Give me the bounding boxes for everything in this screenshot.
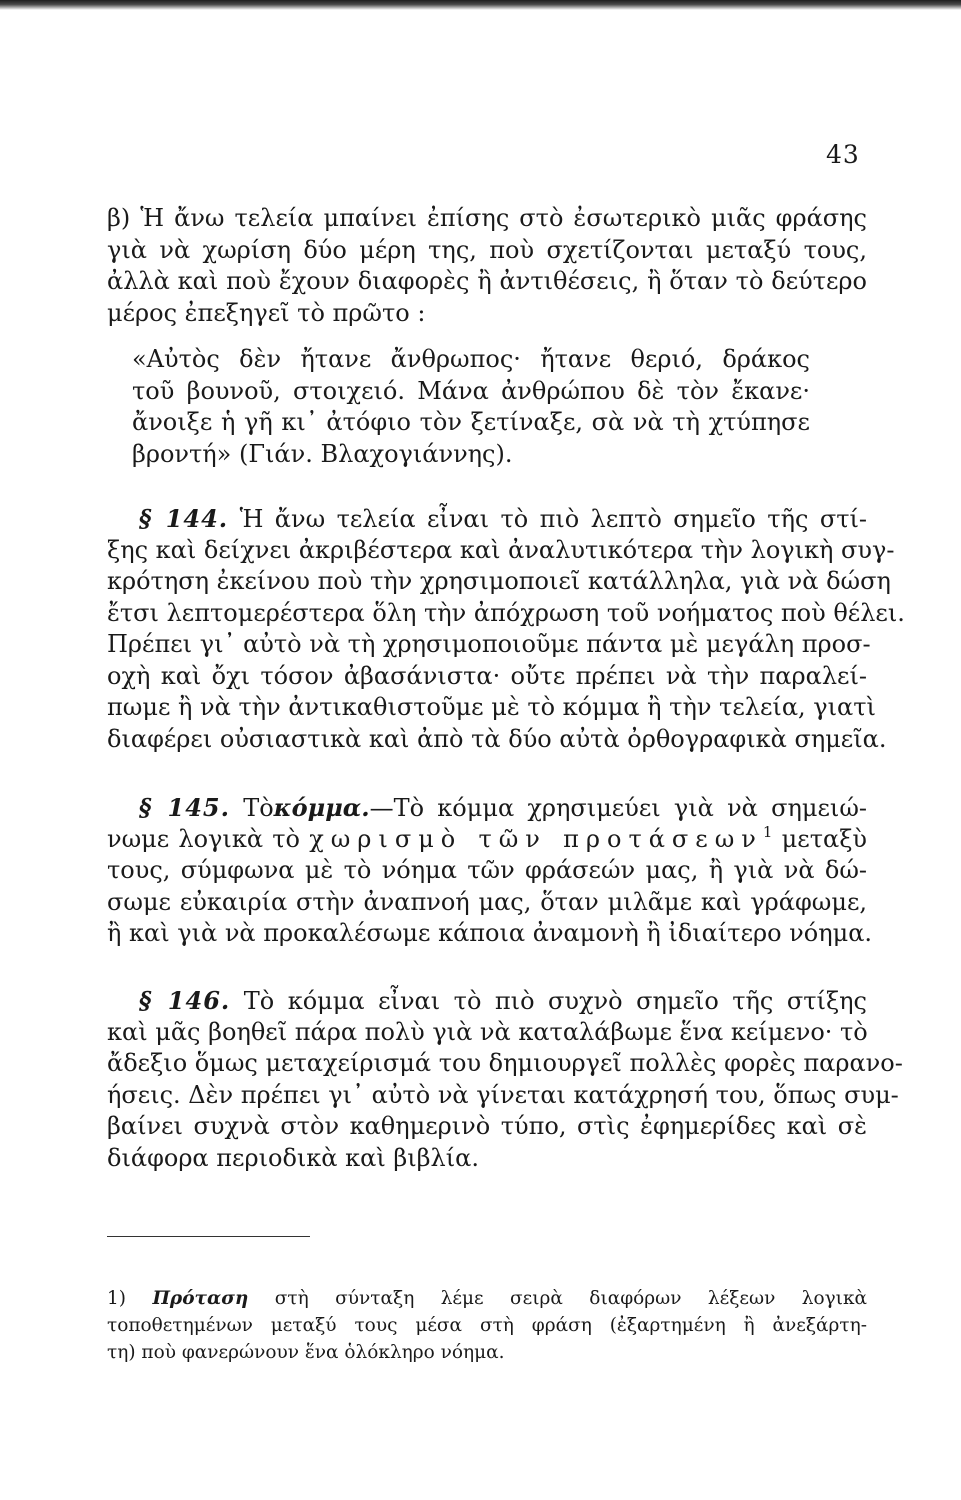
text-line: σωμε εὐκαιρία στὴν ἀναπνοή μας, ὅταν μιλᾶμε καὶ γράφωμε, — [107, 887, 867, 916]
footnote-reference: 1 — [762, 822, 773, 841]
paragraph-beta — [107, 203, 867, 329]
quote-line: «Αὐτὸς δὲν ἤτανε ἄνθρωπος· ἤτανε θεριό, δράκος — [132, 345, 810, 373]
text-line: ἀλλὰ καὶ ποὺ ἔχουν διαφορὲς ἢ ἀντιθέσεις, ἢ ὅταν τὸ δεύτερο — [107, 267, 867, 295]
section-lead: Τὸ — [243, 794, 274, 822]
quote-line: βροντή» (Γιάν. Βλαχογιάννης). — [132, 439, 513, 468]
line-start: νωμε λογικὰ τὸ — [107, 824, 300, 853]
footnote-text: στὴ σύνταξη λέμε σειρὰ διαφόρων λέξεων λογικὰ — [274, 1288, 867, 1309]
footnote-line — [107, 1285, 867, 1312]
text-line: ἢ καὶ γιὰ νὰ προκαλέσωμε κάποια ἀναμονὴ ἢ ἰδιαίτερο νόημα. — [107, 919, 873, 947]
line-end: μεταξὺ — [781, 824, 867, 853]
text-line: ήσεις. Δὲν πρέπει γι᾽ αὐτὸ νὰ γίνεται κατάχρησή του, ὅπως συμ- — [107, 1080, 899, 1109]
section-number: § 146. — [139, 986, 231, 1015]
text-line: Πρέπει γι᾽ αὐτὸ νὰ τὴ χρησιμοποιοῦμε πάντα μὲ μεγάλη προσ- — [107, 630, 871, 658]
text-line: β) Ἡ ἄνω τελεία μπαίνει ἐπίσης στὸ ἐσωτερικὸ μιᾶς φράσης — [107, 204, 867, 232]
page-top-edge — [0, 0, 961, 10]
text-line — [107, 503, 867, 535]
section-term: κόμμα. — [273, 793, 370, 822]
quotation-block — [132, 344, 810, 470]
section-number: § 144. — [139, 504, 229, 533]
spaced-emphasis: χωρισμὸ τῶν προτάσεων — [309, 824, 763, 853]
text-line: ἄδεξιο ὅμως μεταχείρισμά του δημιουργεῖ πολλὲς φορὲς παρανο- — [107, 1049, 903, 1077]
paragraph-144 — [107, 503, 905, 755]
paragraph-145 — [107, 792, 873, 950]
text-line: τους, σύμφωνα μὲ τὸ νόημα τῶν φράσεών μας, ἢ γιὰ νὰ δώ- — [107, 856, 867, 884]
footnote-separator — [107, 1236, 310, 1237]
section-number: § 145. — [139, 793, 230, 822]
text-line: βαίνει συχνὰ στὸν καθημερινὸ τύπο, στὶς ἐφημερίδες καὶ σὲ — [107, 1112, 867, 1140]
quote-line: τοῦ βουνοῦ, στοιχειό. Μάνα ἀνθρώπου δὲ τὸν ἔκανε· — [132, 376, 810, 405]
text-line: ἔτσι λεπτομερέστερα ὅλη τὴν ἀπόχρωση τοῦ νοήματος ποὺ θέλει. — [107, 598, 905, 627]
text-line: διάφορα περιοδικὰ καὶ βιβλία. — [107, 1143, 479, 1172]
text-line — [107, 792, 867, 824]
text-line: κρότηση ἐκείνου ποὺ τὴν χρησιμοποιεῖ κατάλληλα, γιὰ νὰ δώση — [107, 567, 891, 595]
page-number: 43 — [826, 140, 860, 169]
section-text: Τὸ κόμμα εἶναι τὸ πιὸ συχνὸ σημεῖο τῆς στίξης — [243, 987, 867, 1015]
footnote-line: τη) ποὺ φανερώνουν ἕνα ὁλόκληρο νόημα. — [107, 1342, 505, 1363]
text-line: πωμε ἢ νὰ τὴν ἀντικαθιστοῦμε μὲ τὸ κόμμα ἢ τὴν τελεία, γιατὶ — [107, 693, 876, 721]
section-text: Ἡ ἄνω τελεία εἶναι τὸ πιὸ λεπτὸ σημεῖο τῆς στί- — [239, 505, 867, 533]
text-line: διαφέρει οὐσιαστικὰ καὶ ἀπὸ τὰ δύο αὐτὰ ὀρθογραφικὰ σημεῖα. — [107, 724, 887, 753]
quote-line: ἄνοιξε ἡ γῆ κι᾽ ἀτόφιο τὸν ξετίναξε, σὰ νὰ τὴ χτύπησε — [132, 408, 810, 436]
footnote-line: τοποθετημένων μεταξύ τους μέσα στὴ φράση (ἐξαρτημένη ἢ ἀνεξάρτη- — [107, 1315, 867, 1336]
footnote — [107, 1285, 867, 1366]
section-text: —Τὸ κόμμα χρησιμεύει γιὰ νὰ σημειώ- — [369, 794, 867, 822]
text-line: ξης καὶ δείχνει ἀκριβέστερα καὶ ἀναλυτικότερα τὴν λογικὴ συγ- — [107, 535, 895, 564]
text-line — [107, 824, 867, 856]
paragraph-146 — [107, 985, 903, 1174]
text-line: οχὴ καὶ ὄχι τόσον ἀβασάνιστα· οὔτε πρέπει νὰ τὴν παραλεί- — [107, 661, 867, 690]
footnote-term: Πρόταση — [152, 1288, 249, 1309]
text-line: γιὰ νὰ χωρίση δύο μέρη της, ποὺ σχετίζονται μεταξύ τους, — [107, 235, 867, 264]
footnote-marker: 1) — [107, 1288, 126, 1309]
text-line: μέρος ἐπεξηγεῖ τὸ πρῶτο : — [107, 298, 426, 327]
text-line: καὶ μᾶς βοηθεῖ πάρα πολὺ γιὰ νὰ καταλάβωμε ἕνα κείμενο· τὸ — [107, 1017, 868, 1046]
text-line — [107, 985, 867, 1017]
